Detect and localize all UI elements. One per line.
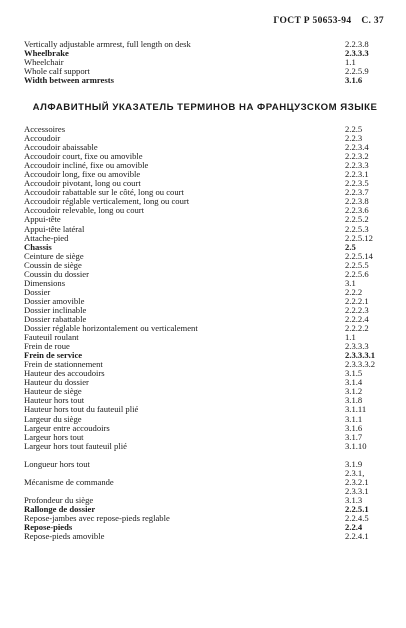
index-term: Hauteur hors tout du fauteuil plié [24,404,139,415]
index-reference: 3.1.6 [345,75,363,86]
index-term: Chassis [24,241,52,252]
index-reference: 2.2.5.3 [345,223,369,234]
index-term: Frein de roue [24,341,70,352]
index-term: Accoudoir [24,133,61,144]
index-reference: 2.2.3.3 [345,160,369,171]
index-term: Ceinture de siège [24,250,84,261]
index-term: Hauteur des accoudoirs [24,368,105,379]
index-reference: 2.2.5.5 [345,259,369,270]
index-reference: 3.1.11 [345,404,367,415]
index-entry [24,49,376,58]
index-reference: 2.3.3.3 [345,341,369,352]
index-reference: 2.2.5.9 [345,66,369,77]
index-term: Rallonge de dossier [24,503,96,514]
index-reference: 2.2.2.3 [345,304,369,315]
index-reference: 2.2.3.8 [345,196,369,207]
index-term: Frein de stationnement [24,359,103,370]
index-reference: 2.3.3.3.1 [345,350,376,361]
index-term: Accoudoir incliné, fixe ou amovible [24,160,149,171]
index-reference: 3.1.1 [345,413,363,424]
index-entry [24,125,376,134]
index-reference: 2.2.3.1 [345,169,369,180]
index-reference: 3.1.8 [345,395,363,406]
index-term: Hauteur de siège [24,386,82,397]
index-term: Accoudoir relevable, long ou court [24,205,145,216]
index-reference: 3.1.2 [345,386,363,397]
index-reference: 1.1 [345,57,356,68]
index-entry [24,270,376,279]
index-entry [24,333,376,342]
index-entry [24,442,376,451]
index-term: Largeur entre accoudoirs [24,422,110,433]
index-term: Dimensions [24,277,66,288]
index-term: Accessoires [24,124,66,134]
index-reference: 3.1.10 [345,440,367,451]
index-entry [24,40,376,49]
index-entry [24,279,376,288]
page-number: С. 37 [361,16,384,26]
index-reference: 2.2.2.1 [345,295,369,306]
index-reference: 2.2.3.5 [345,178,369,189]
index-term: Mécanisme de commande [24,476,114,487]
index-reference: 2.2.3.2 [345,151,369,162]
index-term: Wheelchair [24,57,64,68]
index-entry [24,76,376,85]
index-term: Appui-tête [24,214,61,225]
page-header [273,16,384,26]
index-term: Accoudoir réglable verticalement, long ou court [24,196,190,207]
index-term: Wheelbrake [24,48,69,59]
index-reference: 2.2.5.12 [345,232,373,243]
index-term: Largeur hors tout fauteuil plié [24,440,127,451]
index-reference: 2.3.3.3.2 [345,359,376,370]
index-reference: 2.2.4.5 [345,513,369,524]
index-term: Frein de service [24,350,83,361]
index-reference: 2.2.3.8 [345,39,369,49]
index-term: Coussin de siège [24,259,82,270]
index-reference: 2.3.1, [345,467,365,478]
section-heading: АЛФАВИТНЫЙ УКАЗАТЕЛЬ ТЕРМИНОВ НА ФРАНЦУЗСКОМ ЯЗЫКЕ [32,102,378,113]
index-term: Hauteur du dossier [24,377,89,388]
index-reference: 2.3.3.1 [345,485,369,496]
index-reference: 2.2.5 [345,124,363,134]
index-term: Dossier amovible [24,295,85,306]
index-term: Dossier réglable horizontalement ou verticalement [24,323,198,334]
index-reference: 3.1.5 [345,368,363,379]
index-reference: 2.3.2.1 [345,476,369,487]
index-term: Dossier rabattable [24,313,87,324]
index-term: Repose-pieds [24,522,73,533]
index-term: Dossier [24,286,51,297]
index-term: Accoudoir long, fixe ou amovible [24,169,141,180]
index-reference: 2.2.3 [345,133,363,144]
index-term: Fauteuil roulant [24,332,79,343]
index-reference: 2.2.3.6 [345,205,369,216]
index-reference: 3.1.6 [345,422,363,433]
index-reference: 2.2.3.4 [345,142,369,153]
index-term: Profondeur du siège [24,494,94,505]
index-reference: 2.2.2 [345,286,363,297]
index-reference: 2.3.3.3 [345,48,369,59]
index-term: Width between armrests [24,75,114,86]
index-term: Accoudoir court, fixe ou amovible [24,151,143,162]
index-term: Accoudoir abaissable [24,142,98,153]
index-reference: 3.1.7 [345,431,363,442]
index-term: Repose-pieds amovible [24,531,105,542]
index-reference: 2.2.4 [345,522,363,533]
standard-code: ГОСТ Р 50653-94 [273,16,352,26]
index-entry [24,460,376,469]
index-reference: 3.1.4 [345,377,363,388]
english-term-list-tail [24,40,376,85]
index-entry [24,532,376,541]
index-reference: 2.2.5.14 [345,250,373,261]
index-term: Dossier inclinable [24,304,87,315]
index-reference: 2.2.2.2 [345,323,369,334]
index-term: Largeur du siège [24,413,82,424]
french-term-index [24,125,376,541]
index-term: Largeur hors tout [24,431,84,442]
index-term: Hauteur hors tout [24,395,85,406]
index-term: Longueur hors tout [24,458,90,469]
index-entry [24,206,376,215]
index-reference: 3.1.3 [345,494,363,505]
index-entry [24,478,376,487]
index-reference: 2.2.4.1 [345,531,369,542]
index-reference: 2.5 [345,241,356,252]
index-term: Repose-jambes avec repose-pieds reglable [24,513,170,524]
index-reference: 2.2.5.6 [345,268,369,279]
index-entry [24,234,376,243]
index-term: Accoudoir pivotant, long ou court [24,178,141,189]
index-reference: 1.1 [345,332,356,343]
index-term: Appui-tête latéral [24,223,85,234]
index-term: Attache-pied [24,232,69,243]
index-reference: 2.2.2.4 [345,313,369,324]
index-reference: 2.2.5.2 [345,214,369,225]
index-reference: 3.1.9 [345,458,363,469]
index-reference: 3.1 [345,277,356,288]
index-entry [24,514,376,523]
index-term: Coussin du dossier [24,268,89,279]
index-entry [24,225,376,234]
index-reference: 2.2.5.1 [345,503,369,514]
index-reference: 2.2.3.7 [345,187,369,198]
index-term: Whole calf support [24,66,90,77]
index-term: Vertically adjustable armrest, full length on desk [24,39,191,49]
index-term: Accoudoir rabattable sur le côté, long ou court [24,187,184,198]
